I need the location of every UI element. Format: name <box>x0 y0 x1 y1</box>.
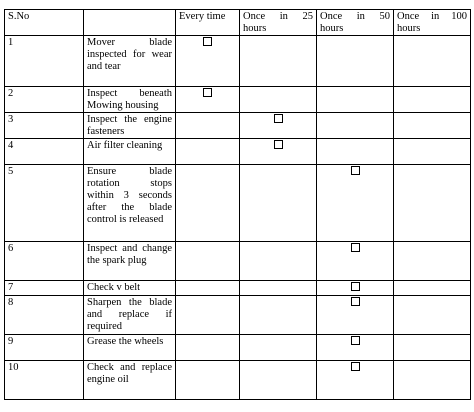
row-sno: 10 <box>5 361 84 400</box>
once-50-cell <box>317 242 394 281</box>
header-once-25-line1: Once in 25 <box>243 11 313 22</box>
once-100-cell <box>394 87 471 113</box>
empty-square-icon <box>351 336 360 345</box>
once-50-cell <box>317 139 394 165</box>
empty-square-icon <box>351 297 360 306</box>
once-100-cell <box>394 113 471 139</box>
row-task: Mover blade inspected for wear and tear <box>84 36 176 87</box>
once-50-cell <box>317 335 394 361</box>
once-100-cell <box>394 296 471 335</box>
once-50-cell <box>317 361 394 400</box>
once-25-cell <box>240 113 317 139</box>
table-row <box>5 87 471 113</box>
every-time-cell <box>176 335 240 361</box>
table-row <box>5 36 471 87</box>
once-50-cell <box>317 281 394 296</box>
empty-square-icon <box>203 37 212 46</box>
row-task: Inspect and change the spark plug <box>84 242 176 281</box>
header-once-50-hours <box>317 10 394 36</box>
once-25-cell <box>240 165 317 242</box>
once-50-cell <box>317 36 394 87</box>
empty-square-icon <box>351 243 360 252</box>
row-sno: 5 <box>5 165 84 242</box>
once-100-cell <box>394 281 471 296</box>
row-task: Ensure blade rotation stops within 3 seconds after the blade control is released <box>84 165 176 242</box>
once-25-cell <box>240 36 317 87</box>
every-time-cell <box>176 36 240 87</box>
every-time-cell <box>176 165 240 242</box>
maintenance-schedule-table <box>4 9 471 400</box>
row-task: Inspect beneath Mowing housing <box>84 87 176 113</box>
header-once-25-line2: hours <box>243 23 267 34</box>
table-row <box>5 361 471 400</box>
empty-square-icon <box>351 362 360 371</box>
row-task: Check and replace engine oil <box>84 361 176 400</box>
row-sno: 1 <box>5 36 84 87</box>
header-row <box>5 10 471 36</box>
empty-square-icon <box>274 140 283 149</box>
table-row <box>5 139 471 165</box>
once-25-cell <box>240 139 317 165</box>
row-sno: 4 <box>5 139 84 165</box>
table-row <box>5 113 471 139</box>
once-25-cell <box>240 242 317 281</box>
row-sno: 2 <box>5 87 84 113</box>
every-time-cell <box>176 113 240 139</box>
every-time-cell <box>176 361 240 400</box>
header-task <box>84 10 176 36</box>
row-task: Air filter cleaning <box>84 139 176 165</box>
table-row <box>5 296 471 335</box>
once-25-cell <box>240 361 317 400</box>
empty-square-icon <box>351 166 360 175</box>
every-time-cell <box>176 242 240 281</box>
header-once-50-line1: Once in 50 <box>320 11 390 22</box>
once-100-cell <box>394 139 471 165</box>
table-row <box>5 281 471 296</box>
once-100-cell <box>394 36 471 87</box>
empty-square-icon <box>351 282 360 291</box>
row-task: Grease the wheels <box>84 335 176 361</box>
header-once-100-line2: hours <box>397 23 421 34</box>
table-row <box>5 335 471 361</box>
once-50-cell <box>317 165 394 242</box>
header-once-25-hours <box>240 10 317 36</box>
header-sno: S.No <box>5 10 84 36</box>
once-50-cell <box>317 87 394 113</box>
empty-square-icon <box>203 88 212 97</box>
once-100-cell <box>394 165 471 242</box>
every-time-cell <box>176 296 240 335</box>
once-25-cell <box>240 335 317 361</box>
header-every-time: Every time <box>176 10 240 36</box>
once-50-cell <box>317 113 394 139</box>
row-sno: 9 <box>5 335 84 361</box>
every-time-cell <box>176 139 240 165</box>
table-row <box>5 165 471 242</box>
row-task: Check v belt <box>84 281 176 296</box>
header-once-50-line2: hours <box>320 23 344 34</box>
row-task: Inspect the engine fasteners <box>84 113 176 139</box>
row-sno: 3 <box>5 113 84 139</box>
once-100-cell <box>394 361 471 400</box>
once-100-cell <box>394 335 471 361</box>
once-50-cell <box>317 296 394 335</box>
once-25-cell <box>240 281 317 296</box>
row-sno: 6 <box>5 242 84 281</box>
empty-square-icon <box>274 114 283 123</box>
row-sno: 8 <box>5 296 84 335</box>
once-25-cell <box>240 296 317 335</box>
header-once-100-line1: Once in 100 <box>397 11 467 22</box>
table-row <box>5 242 471 281</box>
every-time-cell <box>176 87 240 113</box>
every-time-cell <box>176 281 240 296</box>
header-once-100-hours <box>394 10 471 36</box>
once-25-cell <box>240 87 317 113</box>
once-100-cell <box>394 242 471 281</box>
row-task: Sharpen the blade and replace if required <box>84 296 176 335</box>
row-sno: 7 <box>5 281 84 296</box>
